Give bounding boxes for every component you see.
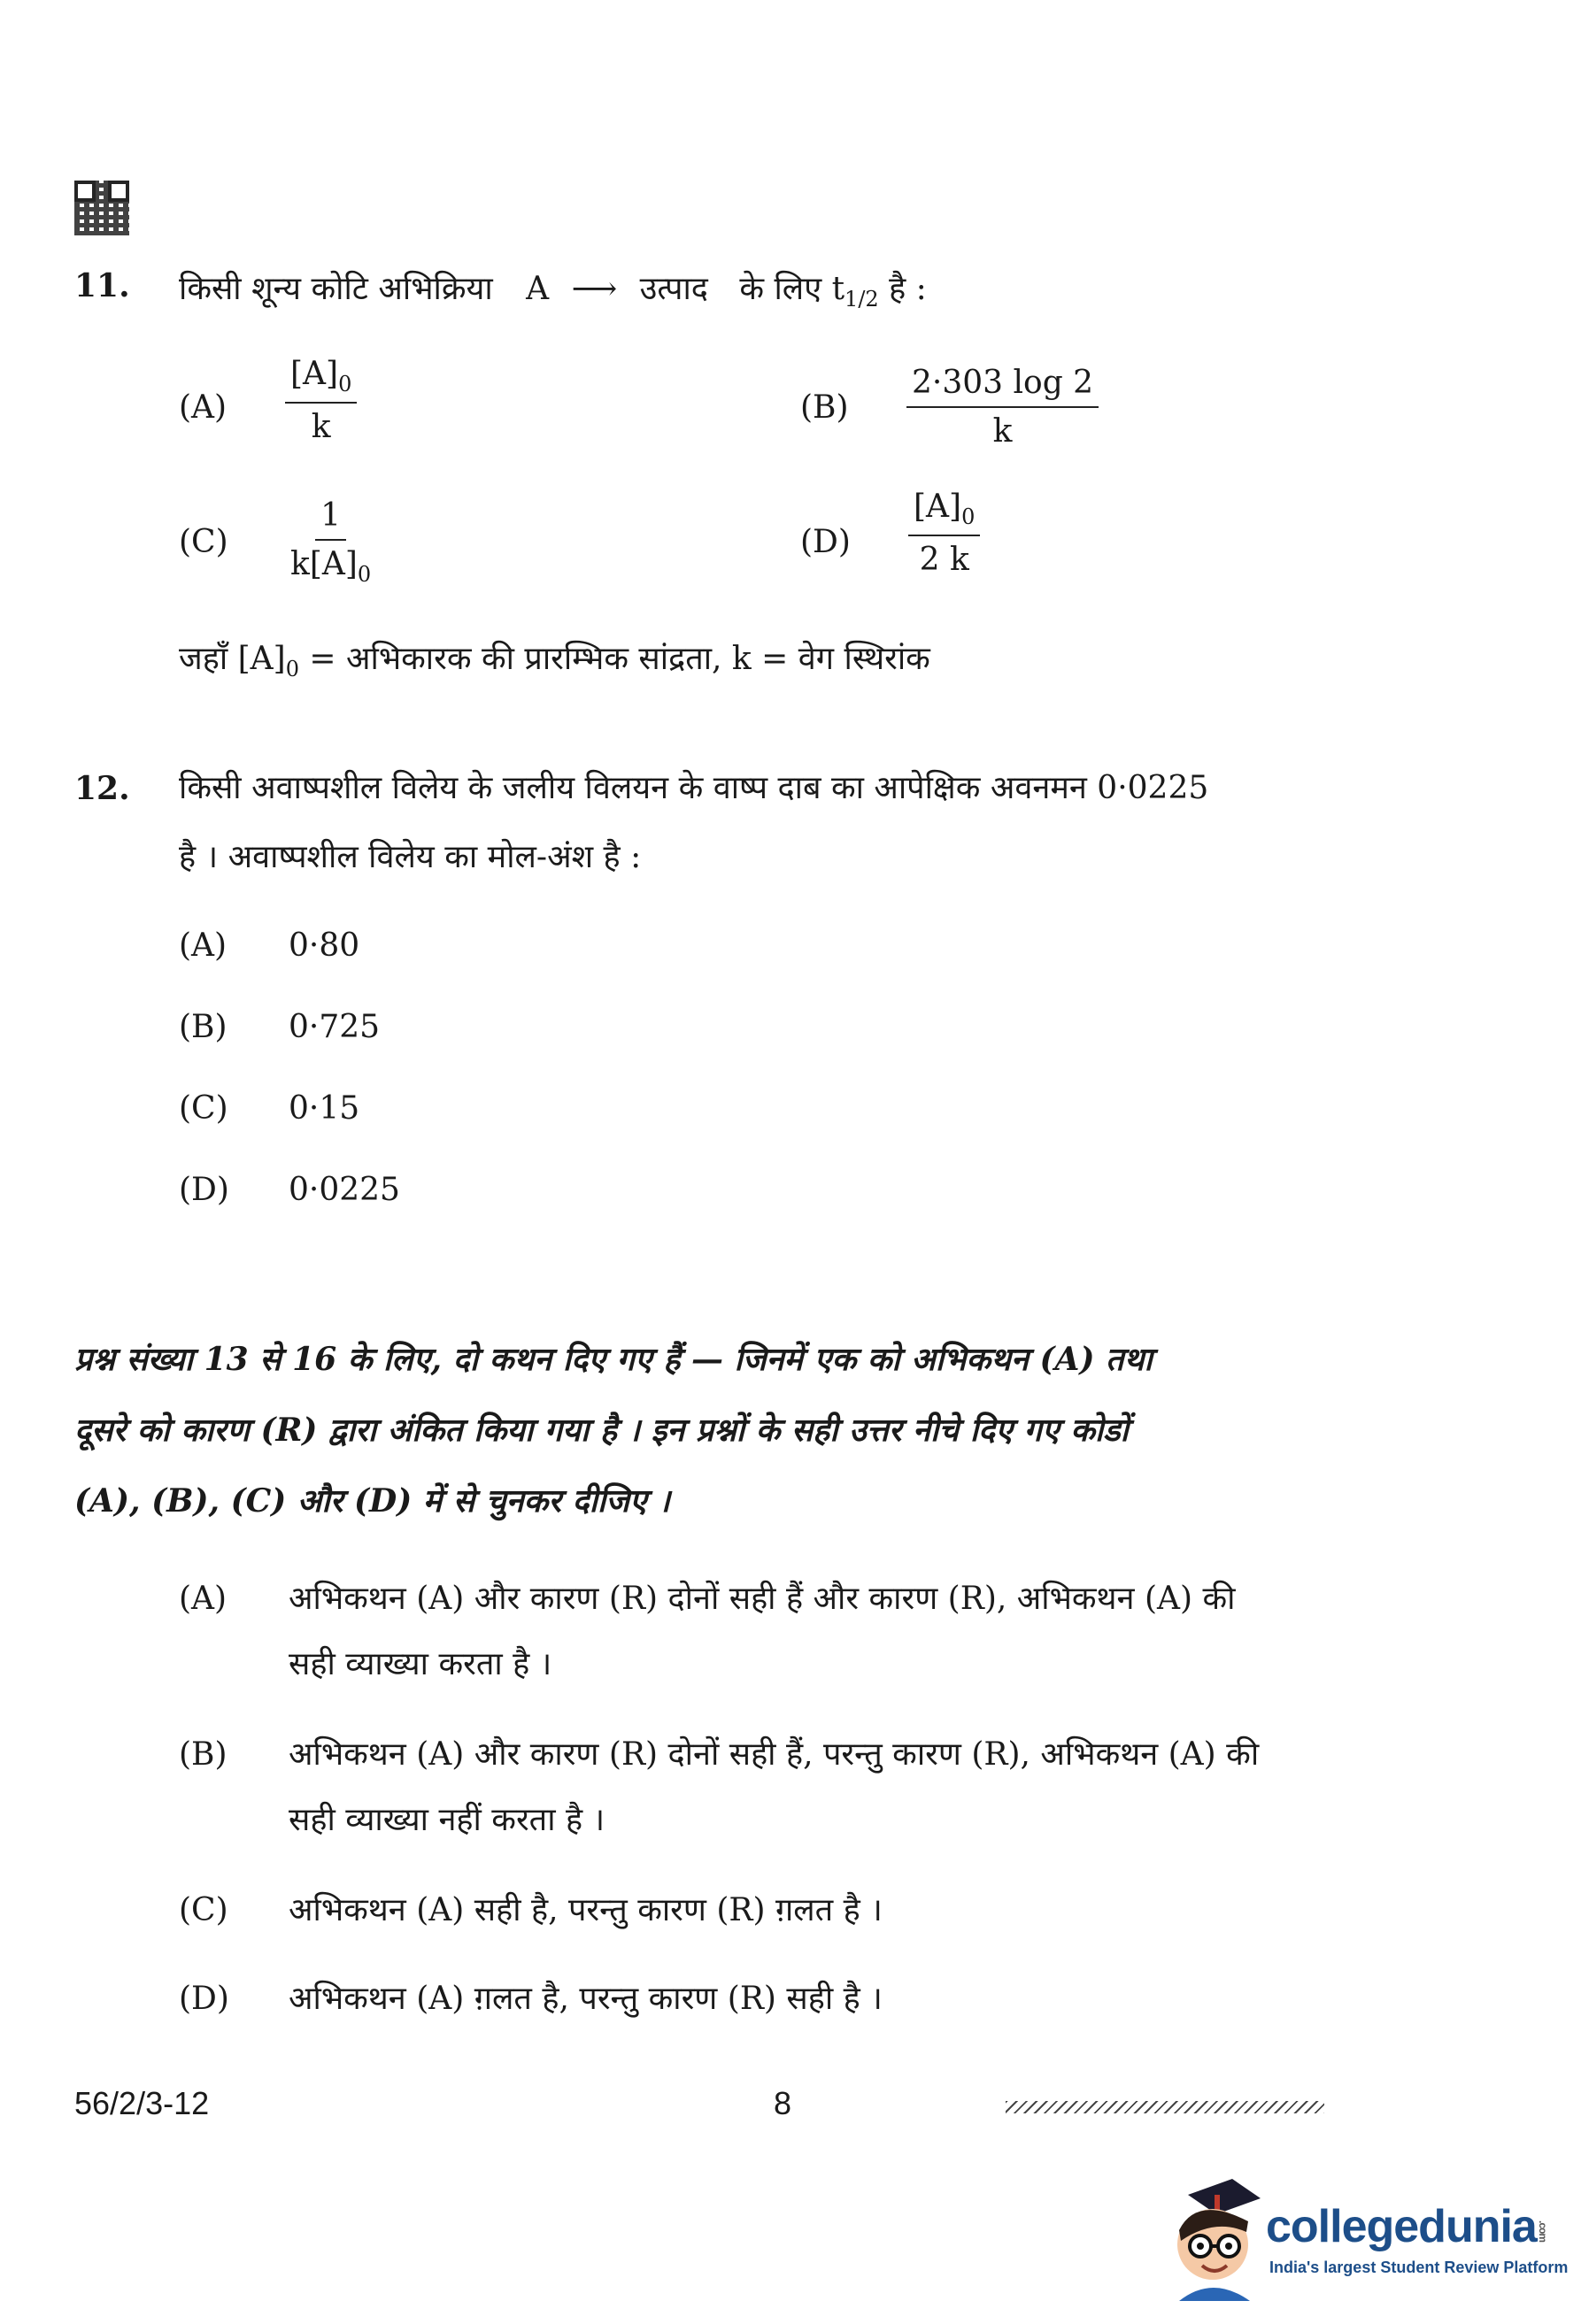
option-label: (C) [179,524,228,560]
squiggle-divider [1006,2101,1324,2113]
option-label: (A) [179,389,228,426]
instruction-paragraph [74,1324,1420,1536]
option-b-fraction [906,365,1099,450]
question-number: 11. [74,267,130,304]
option-text: 0·0225 [289,1172,400,1208]
option-label: (D) [179,1172,229,1208]
reaction-arrow-icon: ⟶ [571,271,618,307]
stem-tail: है : [889,271,927,307]
code-label: (A) [179,1581,228,1617]
denominator: k [311,409,331,446]
stem-line: है । अवाष्पशील विलेय का मोल-अंश है : [179,839,642,875]
numerator: 1 [315,497,346,541]
stem-line: किसी अवाष्पशील विलेय के जलीय विलयन के वाष्प दाब का आपेक्षिक अवनमन 0·0225 [179,770,1209,806]
instruction-line: दूसरे को कारण (R) द्वारा अंकित किया गया है । इन प्रश्नों के सही उत्तर नीचे दिए गए कोडों [74,1412,1129,1449]
qr-code [74,181,129,235]
option-text: 0·725 [289,1009,381,1045]
numerator: 2·303 log 2 [906,365,1099,408]
denominator: k[A] [290,546,358,582]
question-number: 12. [74,770,130,807]
code-line: सही व्याख्या करता है । [289,1646,552,1682]
reactant: A [526,271,550,307]
option-c-fraction [290,497,371,587]
option-d-fraction [908,489,980,578]
option-label: (B) [179,1009,228,1045]
code-label: (C) [179,1892,228,1928]
numerator: [A] [914,489,962,525]
product: उत्पाद [639,271,708,307]
paper-code: 56/2/3-12 [74,2085,210,2121]
subscript: 0 [357,562,372,588]
code-line: अभिकथन (A) और कारण (R) दोनों सही हैं और कारण (R), अभिकथन (A) की [289,1581,1236,1617]
option-text: 0·80 [289,927,360,964]
stem-text: किसी शून्य कोटि अभिक्रिया [179,271,493,307]
subscript: 0 [338,372,352,397]
option-text: 0·15 [289,1090,360,1127]
collegedunia-watermark [1161,2168,1569,2310]
option-label: (C) [179,1090,228,1127]
tagline: India's largest Student Review Platform [1269,2259,1569,2276]
brand-tld: .com [1536,2220,1549,2242]
brand-name: collegedunia [1266,2201,1537,2252]
note-subscript: 0 [285,657,299,682]
code-line: सही व्याख्या नहीं करता है । [289,1802,605,1838]
code-line: अभिकथन (A) और कारण (R) दोनों सही हैं, परन्तु कारण (R), अभिकथन (A) की [289,1736,1260,1773]
page-number: 8 [774,2085,792,2121]
q11-note [179,625,930,704]
denominator: k [992,413,1013,450]
code-label: (D) [179,1981,229,2017]
code-label: (B) [179,1736,228,1773]
mascot-icon [1161,2168,1268,2301]
note-text: = अभिकारक की प्रारम्भिक सांद्रता, k = वेग स्थिरांक [298,641,930,677]
note-prefix: जहाँ [A] [179,641,286,677]
numerator: [A] [290,356,339,392]
code-text [289,1722,1259,1853]
code-text: अभिकथन (A) सही है, परन्तु कारण (R) ग़लत है । [289,1892,883,1928]
option-label: (A) [179,927,228,964]
question-stem [179,754,1418,892]
denominator: 2 k [919,542,969,579]
option-a-fraction [285,356,357,445]
subscript: 0 [961,504,976,530]
option-label: (D) [800,524,851,560]
question-stem [179,255,927,334]
code-text: अभिकथन (A) ग़लत है, परन्तु कारण (R) सही है । [289,1981,883,2017]
stem-end: के लिए t [739,271,845,307]
half-life-subscript: 1/2 [844,287,879,312]
instruction-line: (A), (B), (C) और (D) में से चुनकर दीजिए । [74,1482,671,1520]
instruction-line: प्रश्न संख्या 13 से 16 के लिए, दो कथन दिए गए हैं — जिनमें एक को अभिकथन (A) तथा [74,1341,1153,1378]
option-label: (B) [800,389,849,426]
code-text [289,1566,1235,1697]
